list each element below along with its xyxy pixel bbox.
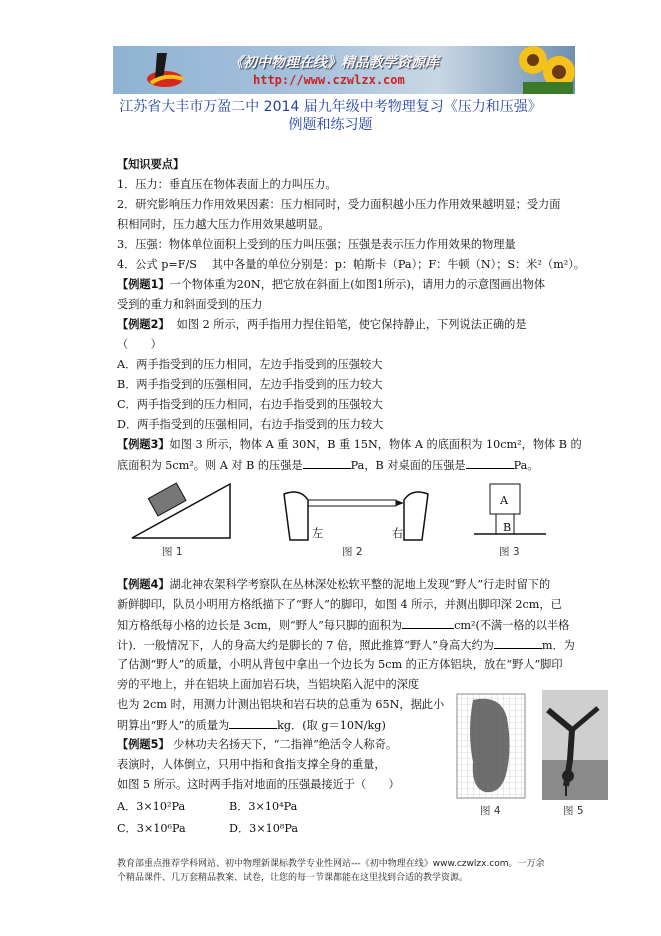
example-2-option-a: A．两手指受到的压力相同，左边手指受到的压强较大 xyxy=(117,358,383,371)
knowledge-heading: 【知识要点】 xyxy=(117,158,185,171)
example-4-line3 xyxy=(117,617,569,633)
example-2-option-c: C．两手指受到的压力相同，右边手指受到的压强较大 xyxy=(117,398,383,411)
example-4-line6: 旁的平地上，并在铝块上面加岩石块，当铝块陷入泥中的深度 xyxy=(117,678,420,691)
answer-blank-mass[interactable] xyxy=(229,717,277,729)
page-subtitle: 例题和练习题 xyxy=(288,117,373,133)
example-2 xyxy=(117,317,527,332)
site-logo-icon xyxy=(143,49,187,91)
example-4-line3a: 知方格纸每小格的边长是 3cm，则“野人”每只脚的面积为 xyxy=(117,619,403,632)
figure-2-left-label: 左 xyxy=(312,527,324,540)
example-5-line2: 表演时，人体倒立，只用中指和食指支撑全身的重量， xyxy=(117,758,386,771)
figure-1-incline xyxy=(130,480,240,540)
answer-blank-foot-area[interactable] xyxy=(402,617,454,629)
knowledge-p1: 1．压力：垂直压在物体表面上的力叫压力。 xyxy=(117,178,337,191)
example-1-text: 一个物体重为20N，把它放在斜面上(如图1所示)，请用力的示意图画出物体 xyxy=(169,278,546,291)
example-4-line7: 也为 2cm 时，用测力计测出铝块和岩石块的总重为 65N，据此小 xyxy=(117,698,445,711)
example-2-option-b: B．两手指受到的压强相同，左边手指受到的压力较大 xyxy=(117,378,383,391)
figure-5-caption: 图 5 xyxy=(563,805,584,817)
answer-blank-a-on-b[interactable] xyxy=(303,457,351,469)
example-4-line3b: cm²(不满一格的以半格 xyxy=(454,619,570,632)
example-3 xyxy=(117,437,582,452)
knowledge-p2a: 2．研究影响压力作用效果因素：压力相同时，受力面积越小压力作用效果越明显；受力面 xyxy=(117,198,561,211)
example-3-label: 【例题3】 xyxy=(117,438,170,451)
example-4-line4b: m．为 xyxy=(541,639,575,652)
example-4-line1: 湖北神农架科学考察队在丛林深处松软平整的泥地上发现“野人”行走时留下的 xyxy=(169,578,551,591)
example-5-option-b: B．3×10⁴Pa xyxy=(229,800,298,813)
example-4-line8a: 明算出“野人”的质量为 xyxy=(117,719,230,732)
figure-3-block-b: B xyxy=(503,521,512,534)
figure-2-right-label: 右 xyxy=(392,527,404,540)
figure-5-photo xyxy=(542,690,608,800)
example-2-text: 如图 2 所示，两手指用力捏住铅笔，使它保持静止，下列说法正确的是 xyxy=(176,318,527,331)
figure-2-pencil xyxy=(282,486,430,542)
header-banner xyxy=(113,46,575,94)
example-1-label: 【例题1】 xyxy=(117,278,170,291)
example-4 xyxy=(117,577,550,592)
example-4-label: 【例题4】 xyxy=(117,578,170,591)
example-1 xyxy=(117,277,545,292)
example-3-part1: 底面积为 5cm²。则 A 对 B 的压强是 xyxy=(117,459,303,472)
figure-4-caption: 图 4 xyxy=(480,805,501,817)
knowledge-p3: 3．压强：物体单位面积上受到的压力叫压强；压强是表示压力作用效果的物理量 xyxy=(117,238,516,251)
footer-line1: 教育部重点推荐学科网站、初中物理新课标教学专业性网站---《初中物理在线》www.czwlzx.com。一万余 xyxy=(117,859,545,869)
example-4-line5: 了估测“野人”的质量，小明从背包中拿出一个边长为 5cm 的正方体铝块，放在“野人”脚印 xyxy=(117,658,563,671)
example-5-label: 【例题5】 xyxy=(117,738,170,751)
example-5-option-d: D．3×10⁸Pa xyxy=(229,822,299,835)
example-1-cont: 受到的重力和斜面受到的压力 xyxy=(117,298,263,311)
knowledge-p2b: 积相同时，压力越大压力作用效果越明显。 xyxy=(117,218,330,231)
example-4-line2: 新鲜脚印，队员小明用方格纸描下了“野人”的脚印，如图 4 所示，并测出脚印深 2cm，已 xyxy=(117,598,562,611)
figure-4-footprint xyxy=(455,692,527,800)
sunflower-icon xyxy=(513,46,575,94)
footer-line2: 个精品课件、几万套精品教案、试卷，让您的每一节课都能在这里找到合适的教学资源。 xyxy=(117,873,469,883)
figure-3-caption: 图 3 xyxy=(499,546,520,558)
example-5-line1: 少林功夫名扬天下，“二指禅”绝活令人称奇。 xyxy=(173,738,398,751)
figure-2-caption: 图 2 xyxy=(342,546,363,558)
example-3-part3: Pa。 xyxy=(513,459,539,472)
knowledge-p4: 4．公式 p=F/S 其中各量的单位分别是：p：帕斯卡（Pa）；F：牛顿（N）；S：米²（m²）。 xyxy=(117,258,586,271)
example-5-line3: 如图 5 所示。这时两手指对地面的压强最接近于（ ） xyxy=(117,778,400,791)
example-5-option-a: A．3×10²Pa xyxy=(117,800,186,813)
figure-1-caption: 图 1 xyxy=(162,546,183,558)
answer-blank-b-on-table[interactable] xyxy=(466,457,514,469)
example-2-label: 【例题2】 xyxy=(117,318,170,331)
example-3-part2: Pa，B 对桌面的压强是 xyxy=(350,459,466,472)
example-4-line8b: kg．(取 g＝10N/kg) xyxy=(277,719,386,732)
example-5 xyxy=(117,737,397,752)
example-4-line4a: 计)．一般情况下，人的身高大约是脚长的 7 倍，照此推算“野人”身高大约为 xyxy=(117,639,494,652)
banner-url[interactable]: http://www.czwlzx.com xyxy=(253,73,405,87)
example-4-line4 xyxy=(117,637,575,653)
example-2-paren: （ ） xyxy=(117,338,162,351)
banner-title: 《初中物理在线》精品教学资源库 xyxy=(229,55,439,71)
example-2-option-d: D．两手指受到的压强相同，右边手指受到的压力较大 xyxy=(117,418,384,431)
example-3-cont xyxy=(117,457,539,473)
answer-blank-height[interactable] xyxy=(494,637,542,649)
example-3-text: 如图 3 所示，物体 A 重 30N，B 重 15N，物体 A 的底面积为 10cm²，物体 B 的 xyxy=(169,438,582,451)
page-title: 江苏省大丰市万盈二中 2014 届九年级中考物理复习《压力和压强》 xyxy=(119,99,542,115)
example-5-option-c: C．3×10⁶Pa xyxy=(117,822,186,835)
example-4-line8 xyxy=(117,717,386,733)
figure-3-block-a: A xyxy=(500,494,509,507)
